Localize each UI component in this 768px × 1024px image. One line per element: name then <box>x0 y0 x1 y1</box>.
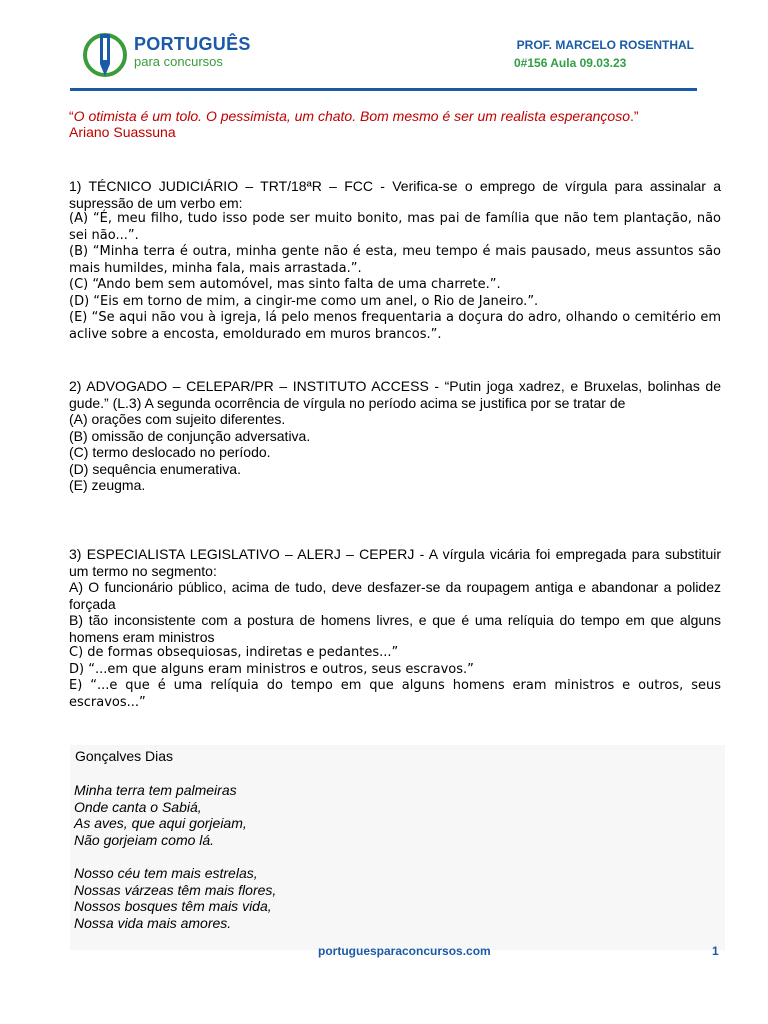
lesson-info: 0#156 Aula 09.03.23 <box>514 56 627 70</box>
page-header <box>0 0 768 100</box>
question-2 <box>69 378 721 494</box>
question-stem: 1) TÉCNICO JUDICIÁRIO – TRT/18ªR – FCC - Verifica-se o emprego de vírgula para assinalar a supressão de um verbo em: <box>69 178 721 211</box>
option-c: C) de formas obsequiosas, indiretas e pedantes...” <box>69 645 399 660</box>
option-d: (D) “Eis em torno de mim, a cingir-me como um anel, o Rio de Janeiro.”. <box>69 293 539 309</box>
poem-line: Nossos bosques têm mais vida, <box>74 898 272 914</box>
poem-line: Nossas várzeas têm mais flores, <box>74 881 277 898</box>
poem-author: Gonçalves Dias <box>75 748 174 764</box>
quote-text: O otimista é um tolo. O pessimista, um chato. Bom mesmo é ser um realista esperançoso <box>73 108 630 124</box>
poem-box <box>70 745 725 950</box>
footer-url[interactable]: portuguesparaconcursos.com <box>318 944 491 958</box>
option-b: (B) omissão de conjunção adversativa. <box>69 427 311 444</box>
question-stem: 2) ADVOGADO – CELEPAR/PR – INSTITUTO ACCESS - “Putin joga xadrez, e Bruxelas, bolinhas de gude.” (L.3) A segunda ocorrência de vírgula no período acima se justifica por se tratar de <box>69 378 721 411</box>
page-number: 1 <box>712 944 719 958</box>
option-e: (E) “Se aqui não vou à igreja, lá pelo menos frequentaria a doçura do adro, olhando o cemitério em aclive sobre a encosta, emoldurado em muros brancos.”. <box>69 310 721 342</box>
option-c: (C) “Ando bem sem automóvel, mas sinto falta de uma charrete.”. <box>69 277 501 292</box>
option-e: E) “...e que é uma relíquia do tempo em que alguns homens eram ministros e outros, seus escravos...” <box>69 678 721 710</box>
teacher-name: PROF. MARCELO ROSENTHAL <box>516 38 694 52</box>
poem-line: Nosso céu tem mais estrelas, <box>74 865 258 881</box>
quote-author: Ariano Suassuna <box>69 124 176 140</box>
poem-line: As aves, que aqui gorjeiam, <box>74 815 247 831</box>
question-stem: 3) ESPECIALISTA LEGISLATIVO – ALERJ – CEPERJ - A vírgula vicária foi empregada para substituir um termo no segmento: <box>69 546 721 579</box>
option-d: (D) sequência enumerativa. <box>69 460 241 477</box>
option-e: (E) zeugma. <box>69 477 146 493</box>
option-d: D) “...em que alguns eram ministros e outros, seus escravos.” <box>69 661 474 677</box>
header-divider <box>70 88 697 91</box>
logo-subtitle: para concursos <box>134 54 223 69</box>
option-a: A) O funcionário público, acima de tudo, deve desfazer-se da roupagem antiga e abandonar a polidez forçada <box>69 579 721 612</box>
poem-line: Não gorjeiam como lá. <box>74 831 215 848</box>
option-a: (A) “É, meu filho, tudo isso pode ser muito bonito, mas pai de família que não tem plantação, não sei não...”. <box>69 211 721 243</box>
pencil-logo-icon <box>80 30 130 80</box>
question-1 <box>69 178 721 343</box>
poem-stanza-2 <box>74 865 276 931</box>
question-3 <box>69 546 721 711</box>
poem-line: Nossa vida mais amores. <box>74 914 232 931</box>
option-c: (C) termo deslocado no período. <box>69 444 271 460</box>
epigraph: “O otimista é um tolo. O pessimista, um chato. Bom mesmo é ser um realista esperançoso.” Ariano Suassuna <box>69 108 709 140</box>
logo-title: PORTUGUÊS <box>134 34 251 54</box>
poem-line: Minha terra tem palmeiras <box>74 782 237 798</box>
option-b: B) tão inconsistente com a postura de homens livres, e que é uma relíquia do tempo em que alguns homens eram ministros <box>69 612 721 645</box>
option-a: (A) orações com sujeito diferentes. <box>69 411 286 427</box>
option-b: (B) “Minha terra é outra, minha gente não é esta, meu tempo é mais pausado, meus assuntos são mais humildes, minha fala, mais arrastada.”. <box>69 244 721 276</box>
poem-stanza-1 <box>74 782 247 848</box>
poem-line: Onde canta o Sabiá, <box>74 798 202 815</box>
